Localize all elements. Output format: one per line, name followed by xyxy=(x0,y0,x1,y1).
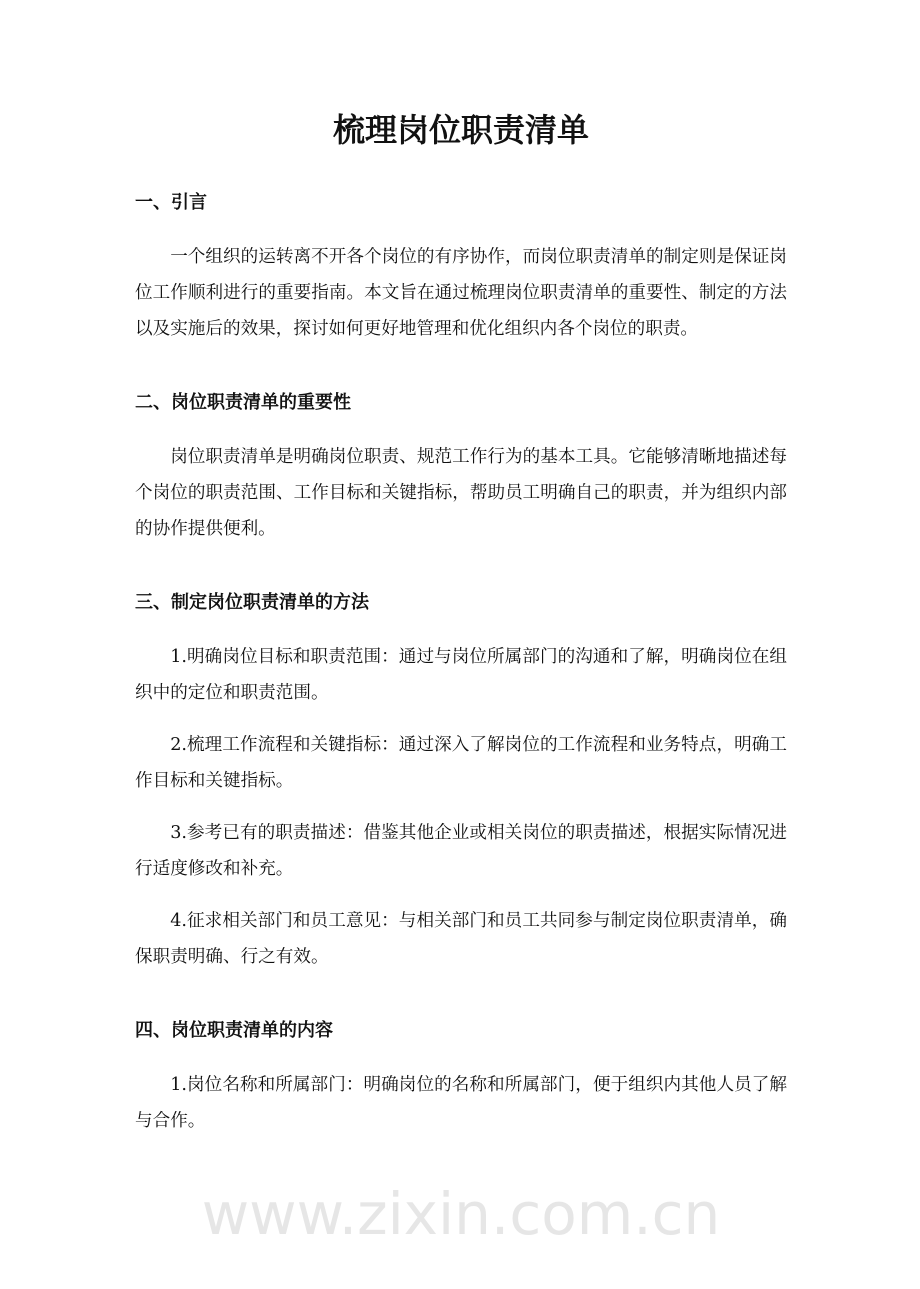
list-item: 1.明确岗位目标和职责范围：通过与岗位所属部门的沟通和了解，明确岗位在组织中的定位和职责范围。 xyxy=(135,647,787,703)
list-item: 3.参考已有的职责描述：借鉴其他企业或相关岗位的职责描述，根据实际情况进行适度修改和补充。 xyxy=(135,823,787,879)
list-item: 2.梳理工作流程和关键指标：通过深入了解岗位的工作流程和业务特点，明确工作目标和关键指标。 xyxy=(135,735,787,791)
list-item: 4.征求相关部门和员工意见：与相关部门和员工共同参与制定岗位职责清单，确保职责明确、行之有效。 xyxy=(135,911,787,967)
watermark: www.zixin.com.cn xyxy=(201,1180,721,1248)
page-title: 梳理岗位职责清单 xyxy=(332,111,589,149)
section-heading-intro: 一、引言 xyxy=(135,192,207,213)
paragraph: 岗位职责清单是明确岗位职责、规范工作行为的基本工具。它能够清晰地描述每个岗位的职责范围、工作目标和关键指标，帮助员工明确自己的职责，并为组织内部的协作提供便利。 xyxy=(135,447,787,539)
section-heading-importance: 二、岗位职责清单的重要性 xyxy=(135,392,351,413)
section-heading-content: 四、岗位职责清单的内容 xyxy=(135,1020,333,1041)
paragraph: 一个组织的运转离不开各个岗位的有序协作，而岗位职责清单的制定则是保证岗位工作顺利进行的重要指南。本文旨在通过梳理岗位职责清单的重要性、制定的方法以及实施后的效果，探讨如何更好地管理和优化组织内各个岗位的职责。 xyxy=(135,247,787,339)
list-item: 1.岗位名称和所属部门：明确岗位的名称和所属部门，便于组织内其他人员了解与合作。 xyxy=(135,1075,787,1131)
section-heading-methods: 三、制定岗位职责清单的方法 xyxy=(135,592,369,613)
